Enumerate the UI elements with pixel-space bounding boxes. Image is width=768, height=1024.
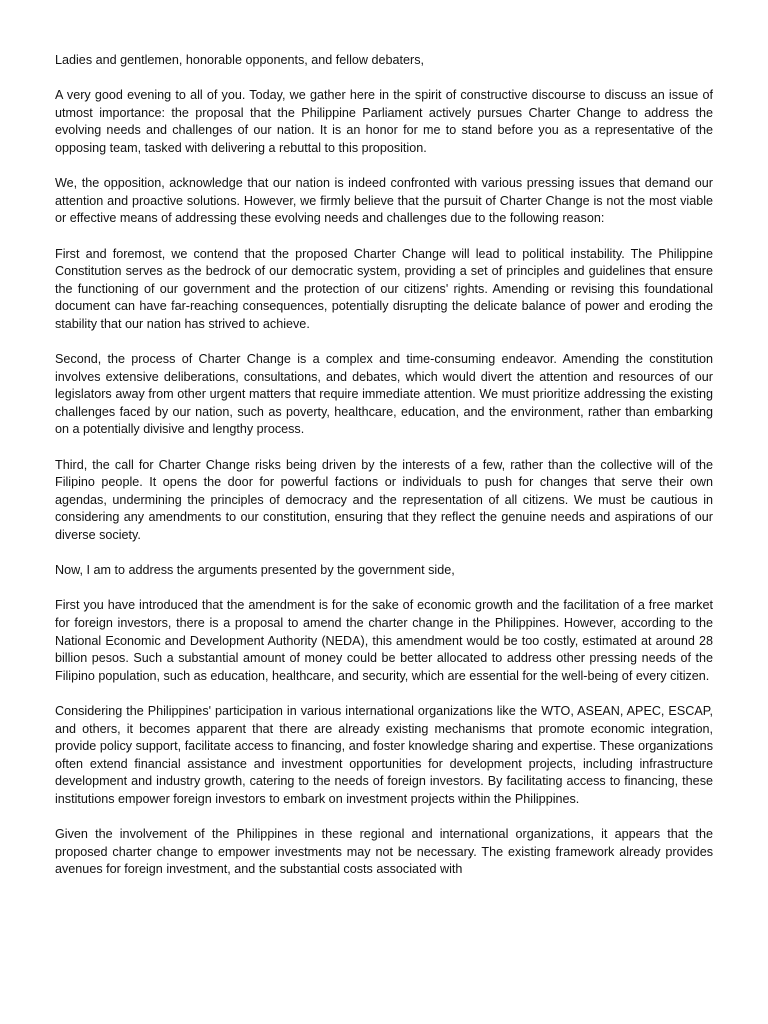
paragraph-rebuttal-cost: First you have introduced that the amendment is for the sake of economic growth and the facilitation of a free market for foreign investors, there is a proposal to amend the charter change in the Philippines. However, according to the National Economic and Development Authority (NEDA), this amendment would be too costly, estimated at around 28 billion pesos. Such a substantial amount of money could be better allocated to address other pressing needs of the Filipino population, such as education, healthcare, and security, which are essential for the well-being of every citizen. xyxy=(55,598,713,683)
salutation: Ladies and gentlemen, honorable opponents, and fellow debaters, xyxy=(55,53,424,67)
paragraph-transition: Now, I am to address the arguments presented by the government side, xyxy=(55,563,455,578)
paragraph-second-argument: Second, the process of Charter Change is a complex and time-consuming endeavor. Amending the constitution involves extensive deliberations, consultations, and debates, which would divert the attention and resources of our legislators away from other urgent matters that require immediate attention. We must prioritize addressing the existing challenges faced by our nation, such as poverty, healthcare, education, and the environment, rather than embarking on a potentially divisive and lengthy process. xyxy=(55,352,713,437)
paragraph-opening: A very good evening to all of you. Today, we gather here in the spirit of constructive discourse to discuss an issue of utmost importance: the proposal that the Philippine Parliament actively pursues Charter Change to address the evolving needs and challenges of our nation. It is an honor for me to stand before you as a representative of the opposing team, tasked with delivering a rebuttal to this proposition. xyxy=(55,88,713,155)
document-page xyxy=(55,52,713,897)
paragraph-opposition-stance: We, the opposition, acknowledge that our nation is indeed confronted with various pressing issues that demand our attention and proactive solutions. However, we firmly believe that the pursuit of Charter Change is not the most viable or effective means of addressing these evolving needs and challenges due to the following reason: xyxy=(55,176,713,226)
paragraph-rebuttal-conclusion: Given the involvement of the Philippines in these regional and international organizations, it appears that the proposed charter change to empower investments may not be necessary. The existing framework already provides avenues for foreign investment, and the substantial costs associated with xyxy=(55,827,713,877)
paragraph-first-argument: First and foremost, we contend that the proposed Charter Change will lead to political instability. The Philippine Constitution serves as the bedrock of our democratic system, providing a set of principles and guidelines that ensure the functioning of our government and the protection of our citizens' rights. Amending or revising this foundational document can have far-reaching consequences, potentially disrupting the delicate balance of power and eroding the stability that our nation has strived to achieve. xyxy=(55,246,713,331)
paragraph-third-argument: Third, the call for Charter Change risks being driven by the interests of a few, rather than the collective will of the Filipino people. It opens the door for powerful factions or individuals to push for changes that serve their own agendas, undermining the principles of democracy and the representation of all citizens. We must be cautious in considering any amendments to our constitution, ensuring that they reflect the genuine needs and aspirations of our diverse society. xyxy=(55,457,713,543)
paragraph-rebuttal-organizations: Considering the Philippines' participation in various international organizations like the WTO, ASEAN, APEC, ESCAP, and others, it becomes apparent that there are already existing mechanisms that promote economic integration, provide policy support, facilitate access to financing, and foster knowledge sharing and expertise. These organizations often extend financial assistance and investment opportunities for development projects, including infrastructure development and industry growth, catering to the needs of foreign investors. By facilitating access to financing, these institutions empower foreign investors to embark on investment projects within the Philippines. xyxy=(55,703,713,806)
